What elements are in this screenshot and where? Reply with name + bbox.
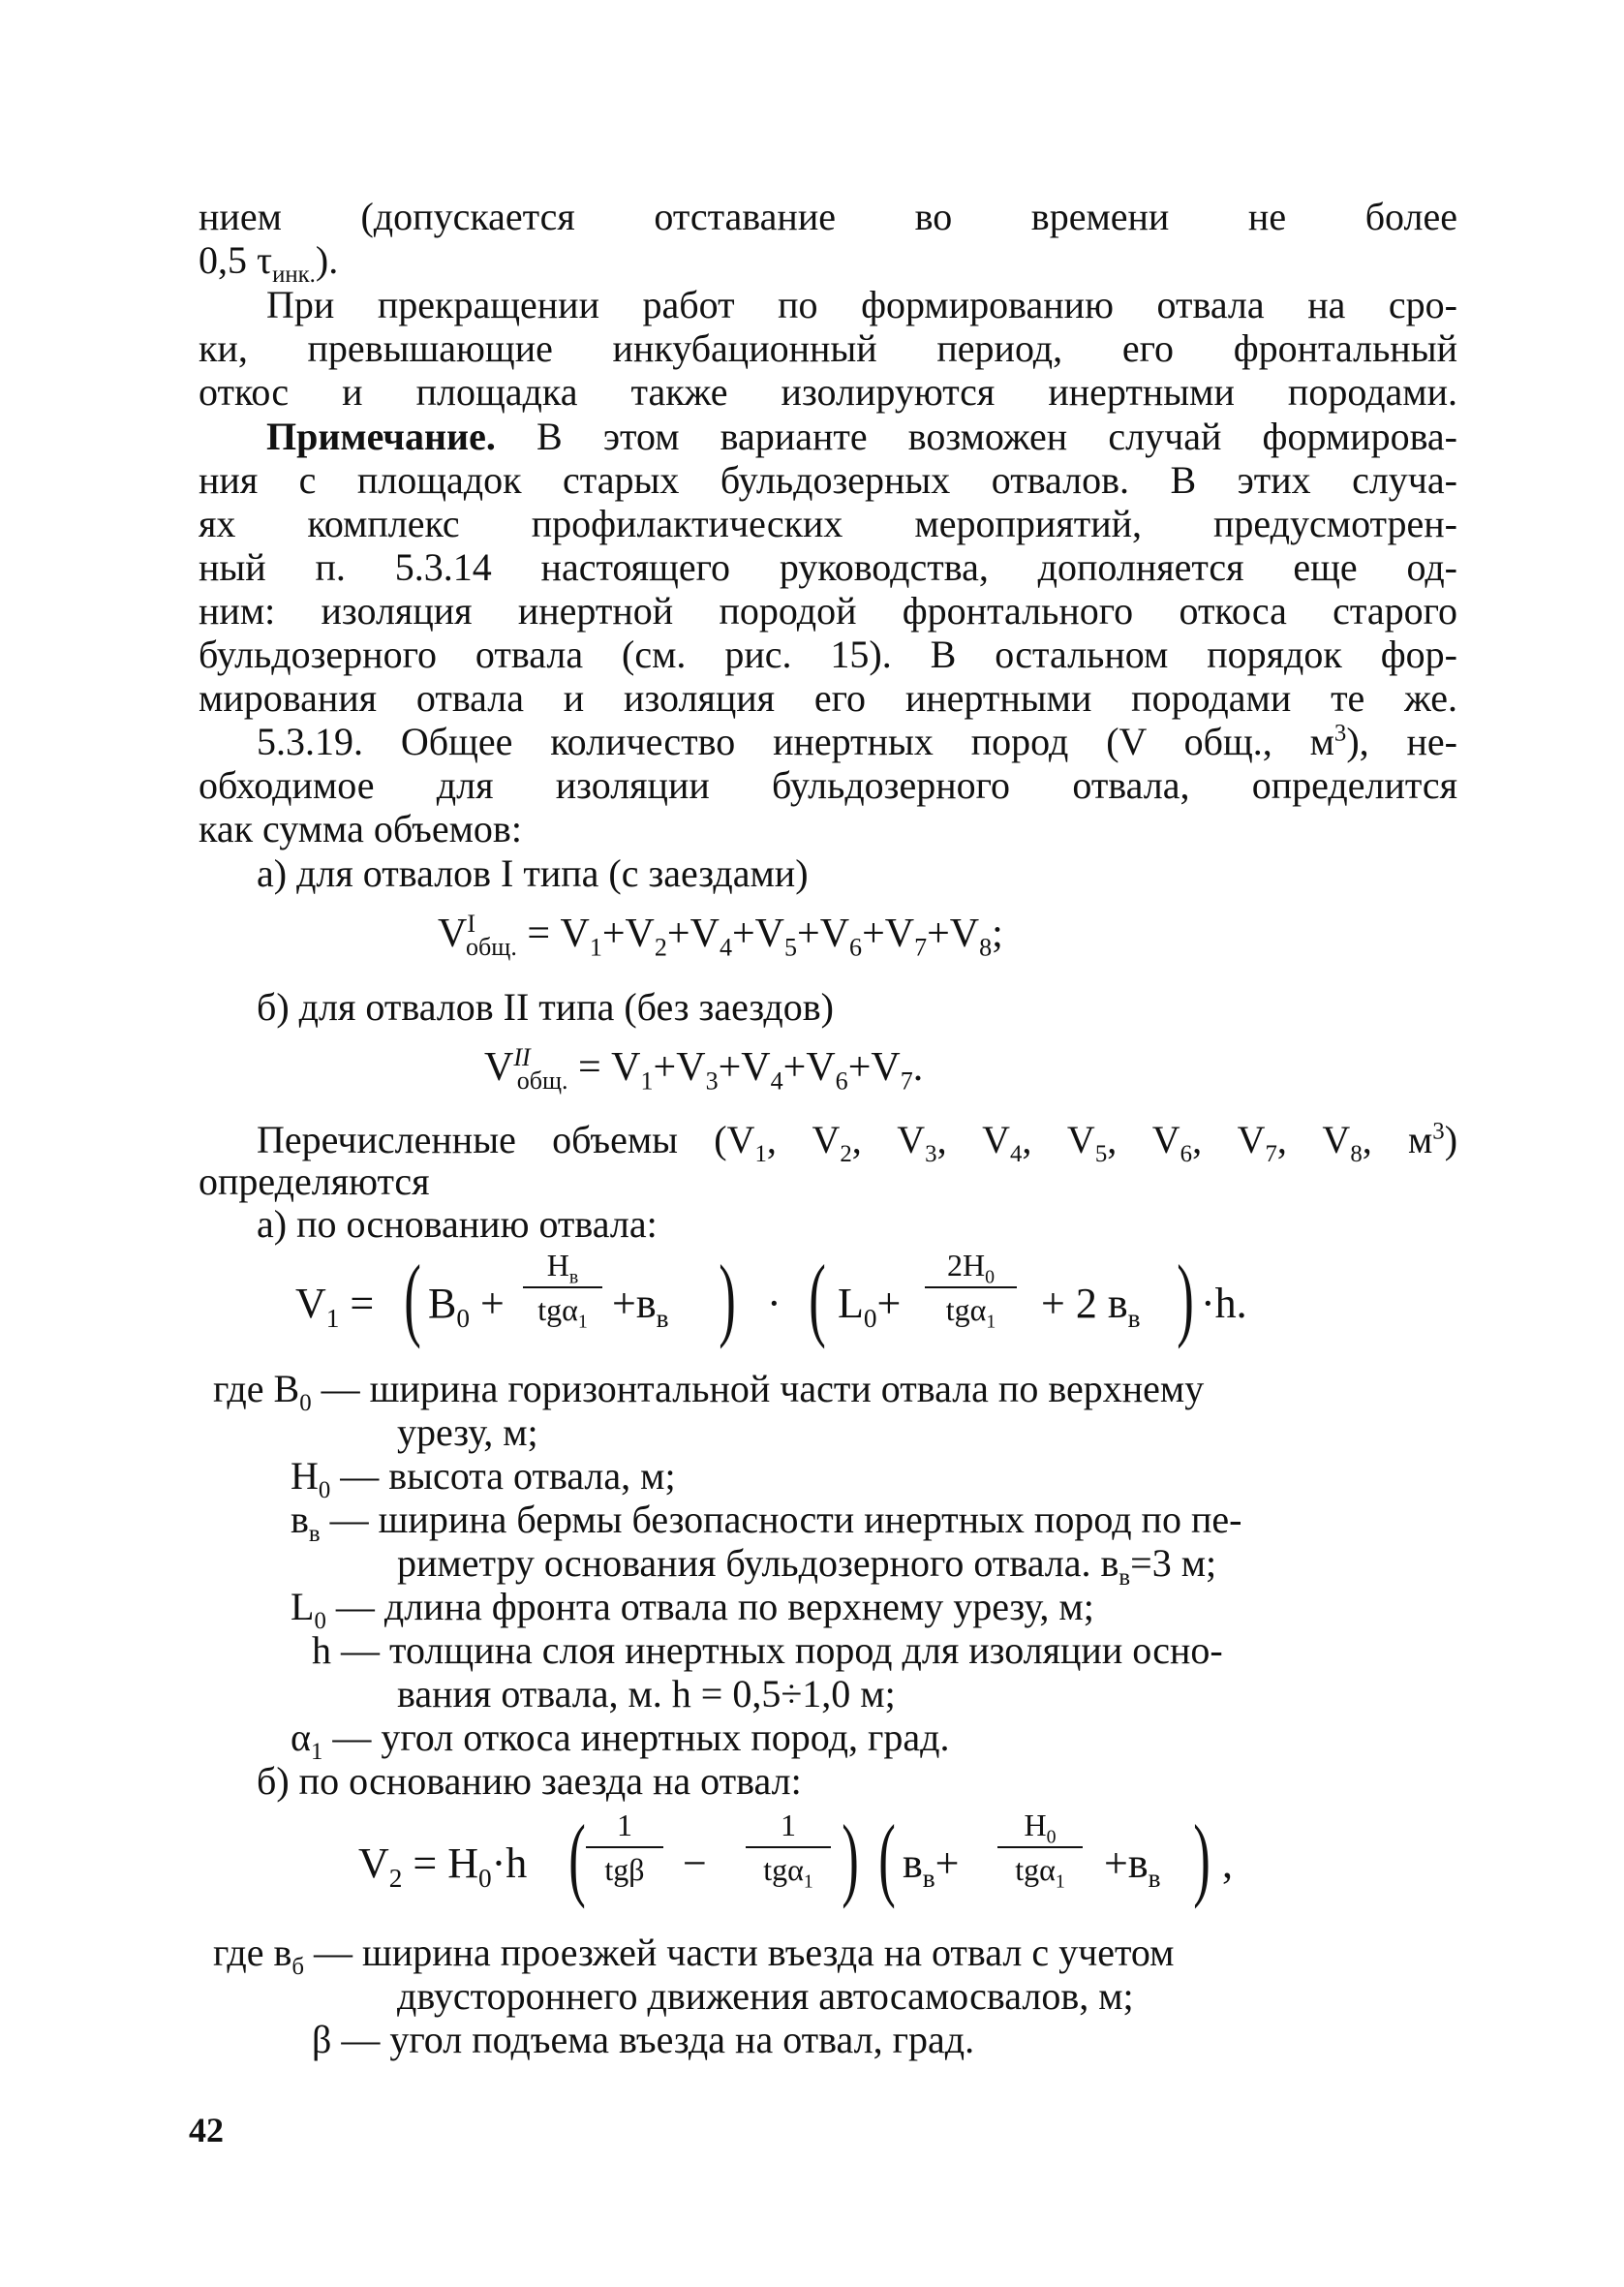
- text-line: ях комплекс профилактических мероприятий, предусмотрен-: [199, 502, 1457, 545]
- definition-line: где $в_б$ — ширина проезжей части въезда на отвал с учетом: [213, 1931, 1175, 1980]
- list-item: б) по основанию заезда на отвал:: [257, 1759, 802, 1803]
- text-line: ния с площадок старых бульдозерных отвалов. В этих случа-: [199, 458, 1457, 502]
- list-item: б) для отвалов II типа (без заездов): [257, 985, 834, 1029]
- text-line: При прекращении работ по формированию отвала на сро-: [266, 283, 1457, 326]
- text-line: ним: изоляция инертной породой фронтального откоса старого: [199, 589, 1457, 633]
- definition-line: урезу, м;: [397, 1410, 538, 1454]
- text-line: как сумма объемов:: [199, 807, 522, 850]
- definition-line: где $B_0$ — ширина горизонтальной части отвала по верхнему: [213, 1367, 1205, 1416]
- list-item: а) для отвалов I типа (с заездами): [257, 851, 809, 895]
- text-line: обходимое для изоляции бульдозерного отвала, определится: [199, 763, 1457, 807]
- definition-line: h — толщина слоя инертных пород для изоляции осно-: [312, 1628, 1223, 1672]
- text-line: нием (допускается отставание во времени не более: [199, 195, 1457, 238]
- text-line: 0,5 $\tau_{инк.}$).: [199, 238, 339, 288]
- note-label: Примечание.: [266, 415, 496, 458]
- document-page: нием (допускается отставание во времени не более 0,5 $\tau_{инк.}$). При прекращении работ по формированию отвала на сро- ки, превышающие инкубационный период, его фронтальный откос и площадка также изолируются инертными породами. Примечание. В этом варианте возможен случай формирова- ния с площадок старых бульдозерных отвалов. В этих случа- ях комплекс профилактических мероприятий, предусмотрен- ный п. 5.3.14 настоящего руководства, дополняется еще од- ним: изоляция инертной породой фронтального откоса старого бульдозерного отвала (см. рис. 15). В остальном порядок фор- мирования отвала и изоляция его инертными породами те же. 5.3.19. Общее количество инертных пород (V общ., $м^3$), не- обходимое для изоляции бульдозерного отвала, определится как сумма объемов: а) для отвалов I типа (с заездами) $V^I_{общ.} = V_1+V_2+V_4+V_5+V_6+V_7+V_8$; б) для отвалов II типа (без заездов) $V^{II}_{общ.} = V_1+V_3+V_4+V_6+V_7$. Перечисленные объемы ($V_1$, $V_2$, $V_3$, $V_4$, $V_5$, $V_6$, $V_7$, $V_8$, $м^3$) определяются а) по основанию отвала: $V_1$ = ( $B_0$ + $H_в$ tgα$_1$ $+в_в$ ) · ( $L_0+$ $2H_0$ tgα$_1$ + 2 $в_в$ ) ·h. где $B_0$ — ширина горизонтальной части отвала по верхнему урезу, м; $H_0$ — высота отвала, м; $в_в$ — ширина бермы безопасности инертных пород по пе- риметру основания бульдозерного отвала. $в_в=3$ м; $L_0$ — длина фронта отвала по верхнему урезу, м; h — толщина слоя инертных пород для изоляции осно- вания отвала, м. h = 0,5÷1,0 м; $\alpha_1$ — угол откоса инертных пород, град. б) по основанию заезда на отвал: $V_2 = H_0\cdot h$ ( 1 tgβ − 1 tgα$_1$ ) ( $в_в+$ $H_0$ tgα$_1$ $+в_в$ ) , где $в_б$ — ширина проезжей части въезда на отвал с учетом двустороннего движения автосамосвалов, м; β — угол подъема въезда на отвал, град. 42: [0, 0, 1624, 2287]
- text-line: 5.3.19. Общее количество инертных пород (V общ., $м^3$), не-: [257, 720, 1457, 763]
- text-line: определяются: [199, 1159, 430, 1203]
- text-line: ки, превышающие инкубационный период, его фронтальный: [199, 326, 1457, 370]
- definition-line: двустороннего движения автосамосвалов, м;: [397, 1974, 1134, 2018]
- definition-line: β — угол подъема въезда на отвал, град.: [312, 2018, 975, 2061]
- definition-line: риметру основания бульдозерного отвала. $в_в=3$ м;: [397, 1541, 1217, 1591]
- text-line: ный п. 5.3.14 настоящего руководства, дополняется еще од-: [199, 545, 1457, 589]
- definition-line: $\alpha_1$ — угол откоса инертных пород, град.: [291, 1715, 950, 1765]
- definition-line: $H_0$ — высота отвала, м;: [291, 1454, 676, 1503]
- formula-v-total-type2: $V^{II}_{общ.} = V_1+V_3+V_4+V_6+V_7$.: [484, 1043, 924, 1096]
- text-line: бульдозерного отвала (см. рис. 15). В остальном порядок фор-: [199, 633, 1457, 676]
- note-line: Примечание. В этом варианте возможен случай формирова-: [266, 415, 1457, 458]
- text-line: Перечисленные объемы ($V_1$, $V_2$, $V_3$, $V_4$, $V_5$, $V_6$, $V_7$, $V_8$, $м^3$): [257, 1118, 1458, 1167]
- definition-line: $L_0$ — длина фронта отвала по верхнему урезу, м;: [291, 1585, 1094, 1634]
- text-line: мирования отвала и изоляция его инертными породами те же.: [199, 676, 1457, 720]
- formula-v-total-type1: $V^I_{общ.} = V_1+V_2+V_4+V_5+V_6+V_7+V_8$;: [438, 910, 1003, 962]
- list-item: а) по основанию отвала:: [257, 1202, 658, 1246]
- text-line: откос и площадка также изолируются инертными породами.: [199, 370, 1457, 414]
- definition-line: вания отвала, м. h = 0,5÷1,0 м;: [397, 1672, 896, 1715]
- definition-line: $в_в$ — ширина бермы безопасности инертных пород по пе-: [291, 1498, 1242, 1547]
- page-number: 42: [189, 2111, 224, 2149]
